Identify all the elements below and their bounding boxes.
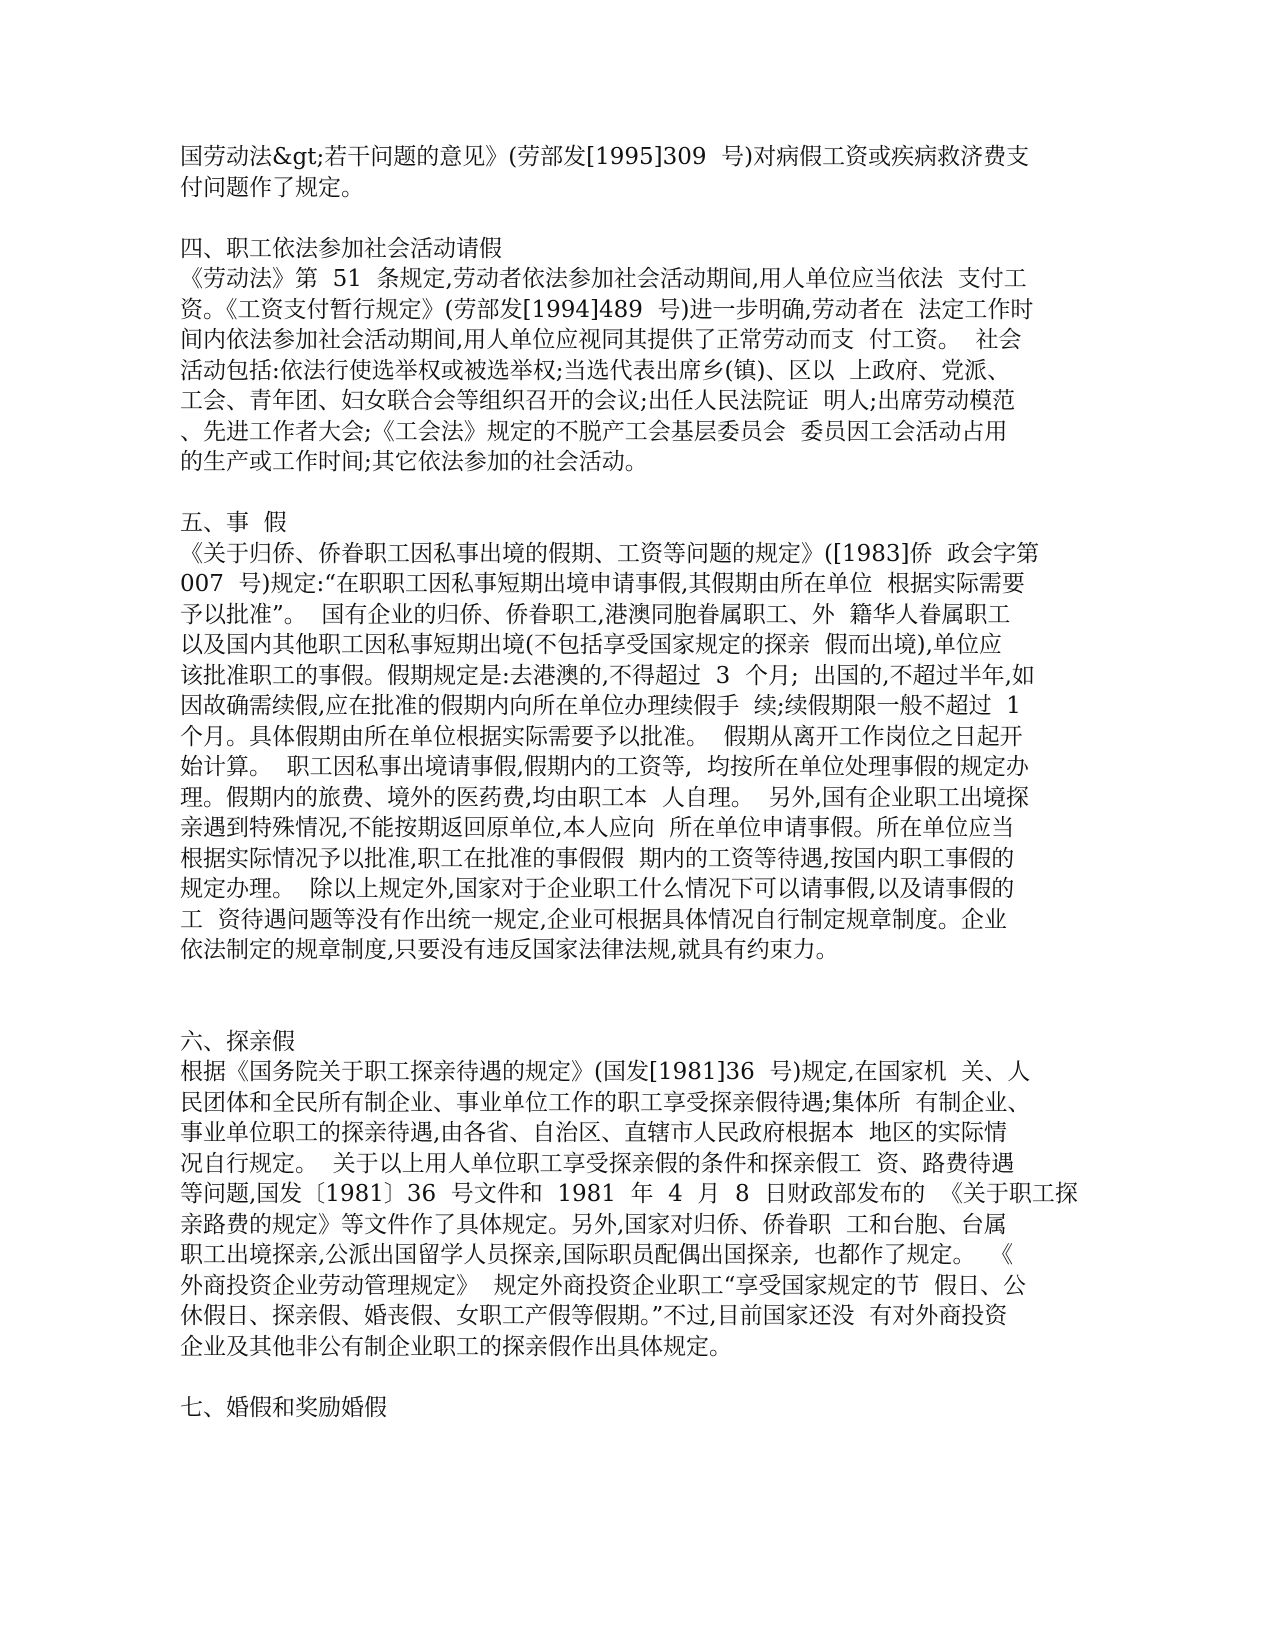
paragraph-line: 民团体和全民所有制企业、事业单位工作的职工享受探亲假待遇;集体所 有制企业、 [180, 1089, 1031, 1116]
section-home-visit-leave [180, 1027, 1078, 1363]
paragraph-line: 资。《工资支付暂行规定》(劳部发[1994]489 号)进一步明确,劳动者在 法定工作时 [180, 296, 1034, 323]
section-heading: 四、职工依法参加社会活动请假 [180, 235, 502, 262]
paragraph-line: 外商投资企业劳动管理规定》 规定外商投资企业职工“享受国家规定的节 假日、公 [180, 1272, 1027, 1299]
paragraph-line: 等问题,国发〔1981〕36 号文件和 1981 年 4 月 8 日财政部发布的 《关于职工探 [180, 1181, 1078, 1207]
paragraph-line: 活动包括:依法行使选举权或被选举权;当选代表出席乡(镇)、区以 上政府、党派、 [180, 357, 1011, 384]
paragraph-line: 休假日、探亲假、婚丧假、女职工产假等假期。”不过,目前国家还没 有对外商投资 [180, 1303, 1008, 1329]
paragraph-line: 的生产或工作时间;其它依法参加的社会活动。 [180, 449, 648, 475]
paragraph-line: 007 号)规定:“在职职工因私事短期出境申请事假,其假期由所在单位 根据实际需要 [180, 571, 1025, 597]
paragraph-line: 《关于归侨、侨眷职工因私事出境的假期、工资等问题的规定》([1983]侨 政会字第 [180, 540, 1040, 567]
section-personal-leave [180, 508, 1060, 996]
paragraph-line: 个月。具体假期由所在单位根据实际需要予以批准。 假期从离开工作岗位之日起开 [180, 723, 1023, 750]
section-heading: 七、婚假和奖励婚假 [180, 1394, 387, 1421]
paragraph-line: 根据实际情况予以批准,职工在批准的事假假 期内的工资等待遇,按国内职工事假的 [180, 845, 1015, 872]
block-sick-pay-end [180, 142, 1060, 203]
section-heading: 五、事 假 [180, 510, 287, 536]
paragraph-line: 以及国内其他职工因私事短期出境(不包括享受国家规定的探亲 假而出境),单位应 [180, 632, 1002, 658]
paragraph-line: 付问题作了规定。 [180, 174, 364, 201]
paragraph-line: 规定办理。 除以上规定外,国家对于企业职工什么情况下可以请事假,以及请事假的 [180, 876, 1015, 902]
paragraph-line: 根据《国务院关于职工探亲待遇的规定》(国发[1981]36 号)规定,在国家机 关、人 [180, 1059, 1031, 1085]
section-social-activity-leave [180, 234, 1060, 478]
paragraph-line: 始计算。 职工因私事出境请事假,假期内的工资等, 均按所在单位处理事假的规定办 [180, 754, 1029, 780]
paragraph-line: 国劳动法&gt;若干问题的意见》(劳部发[1995]309 号)对病假工资或疾病救济费支 [180, 144, 1030, 170]
paragraph-line: 因故确需续假,应在批准的假期内向所在单位办理续假手 续;续假期限一般不超过 1 [180, 693, 1021, 719]
paragraph-line [180, 966, 1060, 997]
paragraph-line: 职工出境探亲,公派出国留学人员探亲,国际职员配偶出国探亲, 也都作了规定。 《 [180, 1242, 1014, 1268]
paragraph-line: 理。假期内的旅费、境外的医药费,均由职工本 人自理。 另外,国有企业职工出境探 [180, 784, 1029, 811]
paragraph-line: 亲遇到特殊情况,不能按期返回原单位,本人应向 所在单位申请事假。所在单位应当 [180, 815, 1015, 841]
paragraph-line: 《劳动法》第 51 条规定,劳动者依法参加社会活动期间,用人单位应当依法 支付工 [180, 266, 1027, 292]
paragraph-line: 依法制定的规章制度,只要没有违反国家法律法规,就具有约束力。 [180, 937, 839, 963]
paragraph-line: 亲路费的规定》等文件作了具体规定。另外,国家对归侨、侨眷职 工和台胞、台属 [180, 1211, 1007, 1238]
paragraph-line: 工 资待遇问题等没有作出统一规定,企业可根据具体情况自行制定规章制度。企业 [180, 906, 1007, 933]
section-marriage-leave [180, 1393, 1060, 1424]
paragraph-line: 企业及其他非公有制企业职工的探亲假作出具体规定。 [180, 1333, 732, 1360]
paragraph-line: 、先进工作者大会;《工会法》规定的不脱产工会基层委员会 委员因工会活动占用 [180, 418, 1008, 445]
paragraph-line: 况自行规定。 关于以上用人单位职工享受探亲假的条件和探亲假工 资、路费待遇 [180, 1150, 1015, 1177]
paragraph-line: 事业单位职工的探亲待遇,由各省、自治区、直辖市人民政府根据本 地区的实际情 [180, 1120, 1007, 1146]
paragraph-line: 间内依法参加社会活动期间,用人单位应视同其提供了正常劳动而支 付工资。 社会 [180, 327, 1022, 353]
paragraph-line: 该批准职工的事假。假期规定是:去港澳的,不得超过 3 个月; 出国的,不超过半年,如 [180, 662, 1035, 689]
document-page [180, 142, 1078, 1423]
paragraph-line: 工会、青年团、妇女联合会等组织召开的会议;出任人民法院证 明人;出席劳动模范 [180, 388, 1016, 414]
section-heading: 六、探亲假 [180, 1028, 295, 1055]
paragraph-line: 予以批准”。 国有企业的归侨、侨眷职工,港澳同胞眷属职工、外 籍华人眷属职工 [180, 601, 1011, 628]
